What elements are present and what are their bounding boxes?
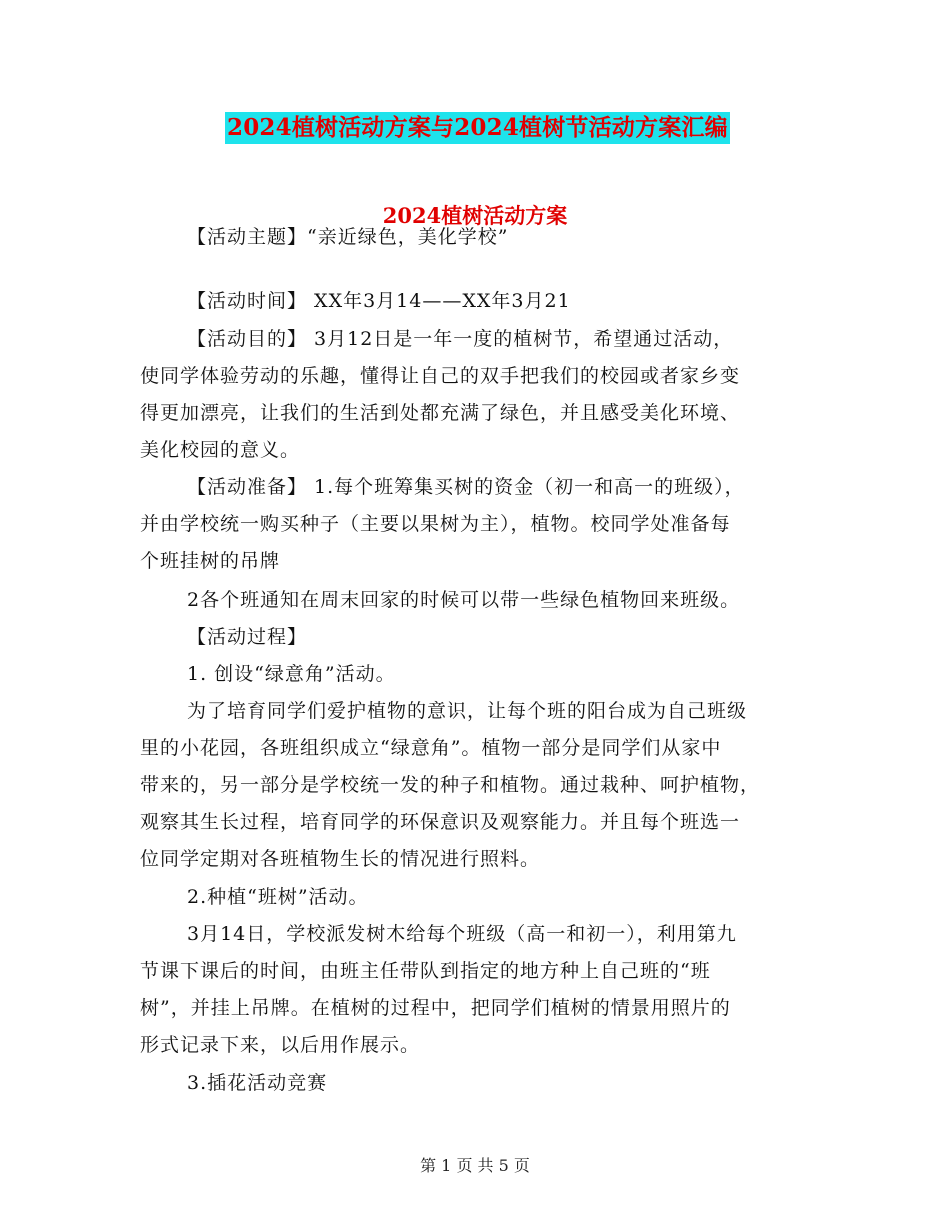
paragraph-line: 3.插花活动竞赛 — [187, 1072, 328, 1094]
paragraph-line: 【活动准备】 1.每个班筹集买树的资金（初一和高一的班级）， — [187, 476, 745, 498]
paragraph-line: 节课下课后的时间，由班主任带队到指定的地方种上自己班的“班 — [140, 960, 711, 982]
paragraph-line: 2各个班通知在周末回家的时候可以带一些绿色植物回来班级。 — [187, 589, 741, 611]
paragraph-line: 【活动目的】 3月12日是一年一度的植树节，希望通过活动， — [187, 328, 734, 350]
paragraph-line: 形式记录下来，以后用作展示。 — [140, 1034, 421, 1056]
paragraph-line: 位同学定期对各班植物生长的情况进行照料。 — [140, 848, 541, 870]
page-number-footer: 第 1 页 共 5 页 — [420, 1156, 530, 1175]
paragraph-line: 观察其生长过程，培育同学的环保意识及观察能力。并且每个班选一 — [140, 811, 741, 833]
paragraph-line: 3月14日，学校派发树木给每个班级（高一和初一），利用第九 — [187, 923, 737, 945]
paragraph-line: 【活动主题】“亲近绿色，美化学校” — [187, 226, 509, 248]
section-title: 2024植树活动方案 — [382, 203, 568, 228]
paragraph-line: 【活动过程】 — [187, 626, 308, 648]
paragraph-line: 【活动时间】 XX年3月14——XX年3月21 — [187, 290, 571, 312]
paragraph-line: 使同学体验劳动的乐趣，懂得让自己的双手把我们的校园或者家乡变 — [140, 365, 741, 387]
paragraph-line: 带来的，另一部分是学校统一发的种子和植物。通过栽种、呵护植物， — [140, 774, 761, 796]
paragraph-line: 得更加漂亮，让我们的生活到处都充满了绿色，并且感受美化环境、 — [140, 402, 741, 424]
paragraph-line: 2.种植“班树”活动。 — [187, 886, 369, 908]
paragraph-line: 为了培育同学们爱护植物的意识，让每个班的阳台成为自己班级 — [187, 700, 748, 722]
paragraph-line: 个班挂树的吊牌 — [140, 550, 281, 572]
document-main-title: 2024植树活动方案与2024植树节活动方案汇编 — [225, 112, 730, 144]
paragraph-line: 1. 创设“绿意角”活动。 — [187, 663, 396, 685]
paragraph-line: 里的小花园，各班组织成立“绿意角”。植物一部分是同学们从家中 — [140, 737, 722, 759]
paragraph-line: 树”，并挂上吊牌。在植树的过程中，把同学们植树的情景用照片的 — [140, 997, 731, 1019]
paragraph-line: 美化校园的意义。 — [140, 439, 301, 461]
paragraph-line: 并由学校统一购买种子（主要以果树为主），植物。校同学处准备每 — [140, 513, 731, 535]
